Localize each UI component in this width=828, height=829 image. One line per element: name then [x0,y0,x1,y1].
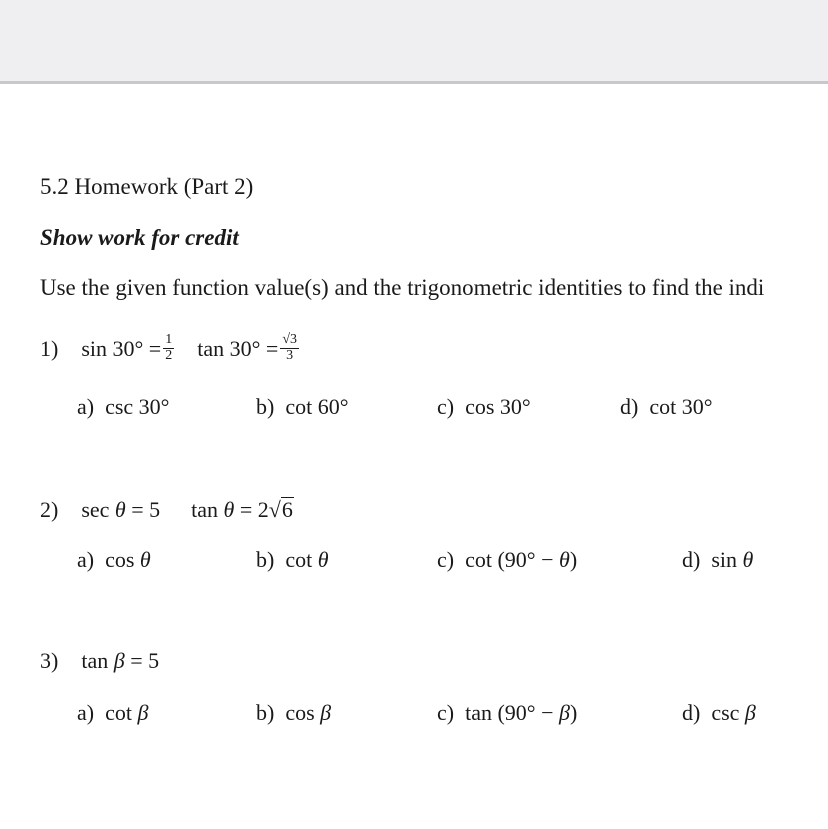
fraction-denominator: 3 [280,348,299,364]
given-tan-lhs: tan 30° = [197,336,279,362]
given-sin-lhs: sin 30° = [81,336,162,362]
page-title: 5.2 Homework (Part 2) [40,174,254,199]
problem-3-part-c: c) tan (90° − β) [437,700,578,725]
problem-1-part-b: b) cot 60° [256,394,349,419]
sqrt-six: √6 [268,497,293,522]
viewer-top-bar [0,0,828,84]
problem-2-part-b: b) cot θ [256,547,329,572]
problem-2-part-c: c) cot (90° − θ) [437,547,578,572]
problem-1-part-d: d) cot 30° [620,394,713,419]
problem-2-part-a: a) cos θ [77,547,151,572]
problem-number: 2) [40,497,59,522]
problem-3-given: 3) tan β = 5 [40,648,160,673]
given-sin-fraction [163,333,174,363]
problem-3-part-b: b) cos β [256,700,332,725]
problem-2-part-d: d) sin θ [682,547,754,572]
page-subtitle: Show work for credit [40,225,239,250]
problem-1-given [40,332,301,366]
problem-2-given: 2) sec θ = 5 tan θ = 2√6 [40,497,293,522]
problem-3-part-d: d) csc β [682,700,756,725]
problem-number: 1) [40,336,59,362]
problem-1-part-c: c) cos 30° [437,394,531,419]
fraction-denominator: 2 [165,347,173,363]
instructions-text: Use the given function value(s) and the trigonometric identities to find the indi [40,275,765,300]
problem-number: 3) [40,648,59,673]
problem-3-part-a: a) cot β [77,700,149,725]
fraction-numerator: √3 [282,332,297,347]
fraction-numerator: 1 [165,332,173,347]
problem-1-part-a: a) csc 30° [77,394,170,419]
given-tan-fraction [280,333,299,363]
